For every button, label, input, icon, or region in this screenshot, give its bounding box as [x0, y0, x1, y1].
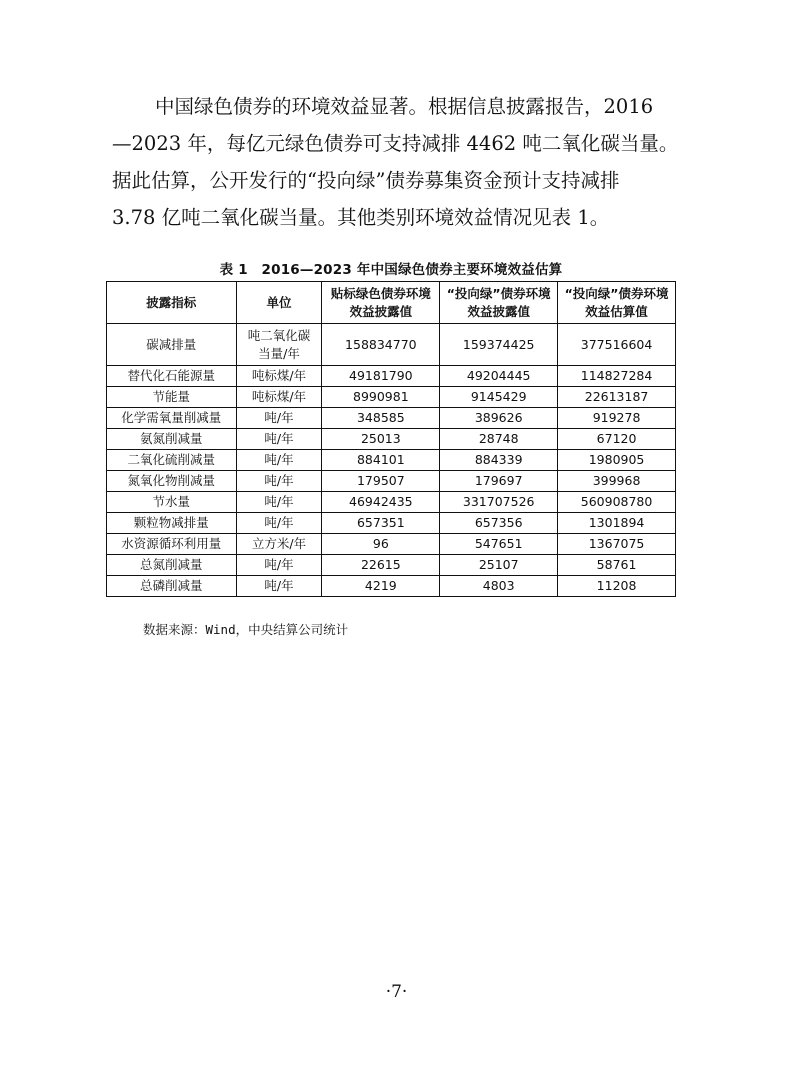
header-labeled-disclosed: 贴标绿色债券环境效益披露值: [322, 282, 440, 324]
cell-labeled-disclosed: 49181790: [322, 366, 440, 387]
cell-labeled-disclosed: 46942435: [322, 492, 440, 513]
table-row: [107, 576, 676, 597]
cell-unit: 吨/年: [236, 576, 322, 597]
cell-green-disclosed: 25107: [440, 555, 558, 576]
paragraph-line: 据此估算，公开发行的“投向绿”债券募集资金预计支持减排: [112, 169, 620, 192]
cell-green-disclosed: 28748: [440, 429, 558, 450]
cell-indicator: 二氧化硫削减量: [107, 450, 237, 471]
header-indicator: 披露指标: [107, 282, 237, 324]
cell-unit: 吨标煤/年: [236, 387, 322, 408]
cell-indicator: 替代化石能源量: [107, 366, 237, 387]
cell-labeled-disclosed: 4219: [322, 576, 440, 597]
table-caption: 表 1 2016—2023 年中国绿色债券主要环境效益估算: [219, 262, 563, 278]
table-row: [107, 492, 676, 513]
cell-green-disclosed: 331707526: [440, 492, 558, 513]
cell-green-estimated: 399968: [558, 471, 676, 492]
table-row: [107, 471, 676, 492]
environmental-benefit-table: [106, 281, 676, 597]
cell-green-disclosed: 159374425: [440, 324, 558, 366]
table-row: [107, 534, 676, 555]
table-row: [107, 387, 676, 408]
cell-green-estimated: 1301894: [558, 513, 676, 534]
cell-indicator: 化学需氧量削减量: [107, 408, 237, 429]
cell-unit: 吨/年: [236, 408, 322, 429]
cell-labeled-disclosed: 348585: [322, 408, 440, 429]
cell-green-estimated: 560908780: [558, 492, 676, 513]
source-note: 数据来源：Wind，中央结算公司统计: [143, 622, 349, 637]
cell-indicator: 碳减排量: [107, 324, 237, 366]
cell-labeled-disclosed: 884101: [322, 450, 440, 471]
cell-green-estimated: 377516604: [558, 324, 676, 366]
cell-labeled-disclosed: 657351: [322, 513, 440, 534]
cell-unit: 吨/年: [236, 471, 322, 492]
cell-indicator: 氮氧化物削减量: [107, 471, 237, 492]
table-row: [107, 450, 676, 471]
cell-indicator: 颗粒物减排量: [107, 513, 237, 534]
cell-green-disclosed: 4803: [440, 576, 558, 597]
cell-green-estimated: 58761: [558, 555, 676, 576]
table-header-row: [107, 282, 676, 324]
cell-labeled-disclosed: 22615: [322, 555, 440, 576]
cell-indicator: 总磷削减量: [107, 576, 237, 597]
cell-green-estimated: 67120: [558, 429, 676, 450]
table-body: [107, 324, 676, 597]
table-row: [107, 513, 676, 534]
page-number: ·7·: [385, 982, 408, 1002]
cell-unit: 立方米/年: [236, 534, 322, 555]
table-row: [107, 408, 676, 429]
cell-unit: 吨/年: [236, 513, 322, 534]
cell-unit: 吨/年: [236, 555, 322, 576]
body-paragraph: [112, 88, 688, 236]
cell-indicator: 氨氮削减量: [107, 429, 237, 450]
cell-green-disclosed: 389626: [440, 408, 558, 429]
header-green-estimated: “投向绿”债券环境效益估算值: [558, 282, 676, 324]
cell-green-estimated: 114827284: [558, 366, 676, 387]
cell-unit: 吨标煤/年: [236, 366, 322, 387]
cell-labeled-disclosed: 158834770: [322, 324, 440, 366]
cell-indicator: 节水量: [107, 492, 237, 513]
table-row: [107, 429, 676, 450]
cell-green-estimated: 11208: [558, 576, 676, 597]
cell-indicator: 水资源循环利用量: [107, 534, 237, 555]
cell-green-estimated: 22613187: [558, 387, 676, 408]
table-row: [107, 324, 676, 366]
paragraph-line: —2023 年，每亿元绿色债券可支持减排 4462 吨二氧化碳当量。: [112, 132, 679, 155]
header-green-disclosed: “投向绿”债券环境效益披露值: [440, 282, 558, 324]
cell-indicator: 节能量: [107, 387, 237, 408]
cell-labeled-disclosed: 8990981: [322, 387, 440, 408]
cell-green-estimated: 1980905: [558, 450, 676, 471]
table-row: [107, 366, 676, 387]
cell-green-estimated: 1367075: [558, 534, 676, 555]
cell-unit: 吨/年: [236, 429, 322, 450]
cell-green-disclosed: 49204445: [440, 366, 558, 387]
cell-unit: 吨/年: [236, 450, 322, 471]
header-unit: 单位: [236, 282, 322, 324]
cell-green-disclosed: 657356: [440, 513, 558, 534]
cell-green-disclosed: 884339: [440, 450, 558, 471]
paragraph-line: 3.78 亿吨二氧化碳当量。其他类别环境效益情况见表 1。: [112, 206, 610, 229]
cell-green-disclosed: 547651: [440, 534, 558, 555]
cell-indicator: 总氮削减量: [107, 555, 237, 576]
cell-unit: 吨二氧化碳当量/年: [236, 324, 322, 366]
cell-green-disclosed: 9145429: [440, 387, 558, 408]
cell-green-estimated: 919278: [558, 408, 676, 429]
paragraph-line: 中国绿色债券的环境效益显著。根据信息披露报告，2016: [155, 95, 654, 118]
cell-labeled-disclosed: 96: [322, 534, 440, 555]
cell-labeled-disclosed: 25013: [322, 429, 440, 450]
cell-green-disclosed: 179697: [440, 471, 558, 492]
cell-labeled-disclosed: 179507: [322, 471, 440, 492]
table-row: [107, 555, 676, 576]
cell-unit: 吨/年: [236, 492, 322, 513]
